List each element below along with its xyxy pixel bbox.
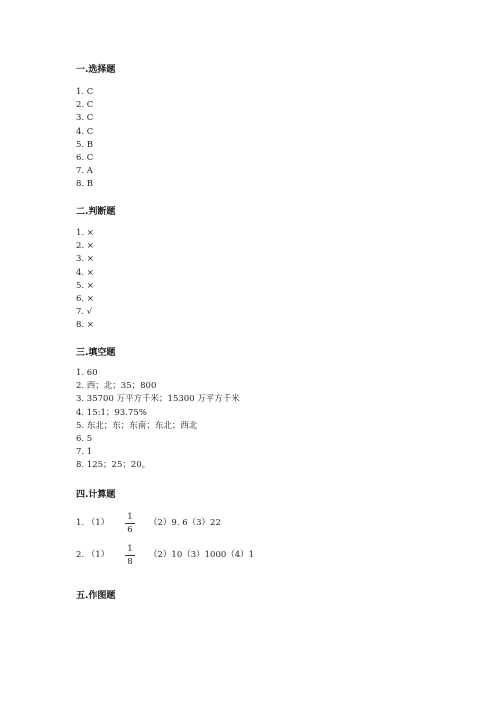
fraction-numerator: 1	[127, 544, 133, 554]
calc-answer-rest: （2）9. 6（3）22	[149, 518, 221, 528]
answer-line: 6. 5	[76, 434, 93, 444]
answer-line: 3. ×	[76, 254, 94, 265]
answer-line: 5. ×	[76, 280, 94, 291]
fraction-bar	[125, 555, 135, 556]
answer-line: 8. ×	[76, 320, 94, 331]
answer-line: 7. √	[76, 307, 93, 318]
answer-line: 2. ×	[76, 241, 94, 252]
answer-line: 4. 15:1；93.75%	[76, 407, 147, 418]
answer-line: 8. B	[76, 179, 94, 190]
answer-line: 3. 35700 万平方千米；15300 万平方千米	[76, 394, 240, 405]
fraction-numerator: 1	[127, 512, 133, 522]
calc-answer-prefix: 1. （1）	[76, 518, 110, 528]
fraction	[125, 544, 135, 567]
section-title-drawing: 五.作图题	[76, 591, 116, 601]
answer-line: 4. ×	[76, 267, 94, 278]
fraction-denominator: 8	[127, 557, 133, 567]
answer-line: 1. C	[76, 87, 94, 97]
answer-line: 6. ×	[76, 294, 94, 304]
calc-answer-prefix: 2. （1）	[76, 550, 110, 560]
section-title-fill: 三.填空题	[76, 348, 116, 358]
calc-answer-rest: （2）10（3）1000（4）1	[149, 550, 255, 560]
section-title-calc: 四.计算题	[76, 490, 116, 500]
section-title-judge: 二.判断题	[76, 207, 116, 217]
fraction	[125, 512, 135, 535]
answer-line: 1. ×	[76, 228, 94, 238]
answer-line: 7. A	[76, 166, 93, 177]
fraction-denominator: 6	[127, 525, 133, 535]
answer-line: 3. C	[76, 113, 94, 124]
section-title-choice: 一.选择题	[76, 65, 116, 75]
answer-line: 8. 125；25；20。	[76, 460, 151, 471]
answer-line: 7. 1	[76, 447, 93, 458]
answer-line: 5. 东北；东；东南；东北；西北	[76, 420, 198, 431]
answer-line: 1. 60	[76, 368, 98, 378]
answer-line: 5. B	[76, 139, 94, 150]
answer-line: 2. 西；北；35；800	[76, 381, 157, 392]
answer-line: 4. C	[76, 126, 94, 137]
answer-line: 2. C	[76, 100, 94, 111]
answer-line: 6. C	[76, 153, 94, 163]
fraction-bar	[125, 523, 135, 524]
